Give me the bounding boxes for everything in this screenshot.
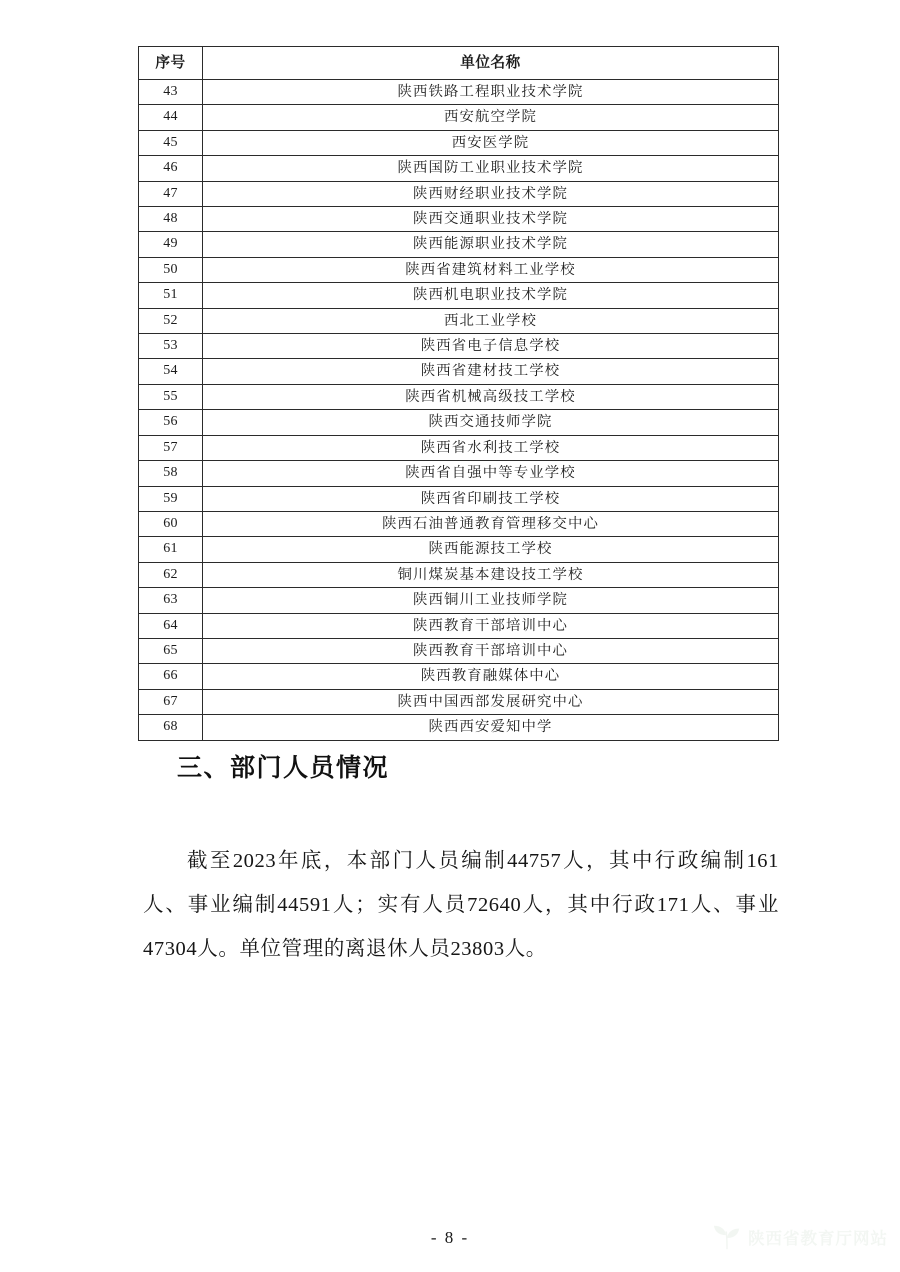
section-paragraph: 截至2023年底，本部门人员编制44757人，其中行政编制161人、事业编制44591人；实有人员72640人，其中行政171人、事业47304人。单位管理的离退休人员23803人。 bbox=[143, 849, 779, 960]
cell-index: 44 bbox=[139, 105, 203, 130]
cell-unit-name: 陕西铁路工程职业技术学院 bbox=[203, 80, 779, 105]
cell-index: 45 bbox=[139, 130, 203, 155]
table-row bbox=[139, 283, 779, 308]
table-row bbox=[139, 486, 779, 511]
cell-unit-name: 西安医学院 bbox=[203, 130, 779, 155]
table-row bbox=[139, 232, 779, 257]
table-row bbox=[139, 689, 779, 714]
cell-index: 61 bbox=[139, 537, 203, 562]
table-header-row bbox=[139, 47, 779, 80]
unit-table-container bbox=[138, 46, 778, 741]
table-row bbox=[139, 664, 779, 689]
table-row bbox=[139, 80, 779, 105]
cell-unit-name: 陕西国防工业职业技术学院 bbox=[203, 156, 779, 181]
cell-unit-name: 陕西省电子信息学校 bbox=[203, 334, 779, 359]
cell-unit-name: 陕西省自强中等专业学校 bbox=[203, 461, 779, 486]
table-row bbox=[139, 511, 779, 536]
cell-index: 53 bbox=[139, 334, 203, 359]
cell-unit-name: 陕西能源职业技术学院 bbox=[203, 232, 779, 257]
table-row bbox=[139, 105, 779, 130]
column-header-name: 单位名称 bbox=[203, 47, 779, 80]
cell-unit-name: 陕西省建筑材料工业学校 bbox=[203, 257, 779, 282]
table-row bbox=[139, 562, 779, 587]
cell-index: 60 bbox=[139, 511, 203, 536]
cell-index: 58 bbox=[139, 461, 203, 486]
cell-unit-name: 陕西铜川工业技师学院 bbox=[203, 588, 779, 613]
cell-unit-name: 陕西交通职业技术学院 bbox=[203, 207, 779, 232]
cell-unit-name: 陕西机电职业技术学院 bbox=[203, 283, 779, 308]
cell-index: 68 bbox=[139, 715, 203, 740]
cell-unit-name: 西北工业学校 bbox=[203, 308, 779, 333]
table-row bbox=[139, 257, 779, 282]
table-row bbox=[139, 359, 779, 384]
table-row bbox=[139, 715, 779, 740]
column-header-index: 序号 bbox=[139, 47, 203, 80]
cell-index: 59 bbox=[139, 486, 203, 511]
table-row bbox=[139, 384, 779, 409]
cell-unit-name: 陕西财经职业技术学院 bbox=[203, 181, 779, 206]
table-row bbox=[139, 638, 779, 663]
cell-index: 66 bbox=[139, 664, 203, 689]
cell-unit-name: 陕西省印刷技工学校 bbox=[203, 486, 779, 511]
table-row bbox=[139, 181, 779, 206]
page-number: - 8 - bbox=[430, 1228, 470, 1247]
cell-index: 63 bbox=[139, 588, 203, 613]
cell-index: 51 bbox=[139, 283, 203, 308]
table-header bbox=[139, 47, 779, 80]
cell-unit-name: 陕西教育干部培训中心 bbox=[203, 613, 779, 638]
cell-index: 49 bbox=[139, 232, 203, 257]
table-row bbox=[139, 410, 779, 435]
table-row bbox=[139, 156, 779, 181]
cell-unit-name: 陕西中国西部发展研究中心 bbox=[203, 689, 779, 714]
table-row bbox=[139, 588, 779, 613]
cell-index: 50 bbox=[139, 257, 203, 282]
table-row bbox=[139, 334, 779, 359]
cell-unit-name: 陕西交通技师学院 bbox=[203, 410, 779, 435]
cell-index: 47 bbox=[139, 181, 203, 206]
cell-index: 62 bbox=[139, 562, 203, 587]
cell-unit-name: 陕西教育干部培训中心 bbox=[203, 638, 779, 663]
cell-index: 55 bbox=[139, 384, 203, 409]
cell-unit-name: 陕西西安爱知中学 bbox=[203, 715, 779, 740]
cell-unit-name: 陕西教育融媒体中心 bbox=[203, 664, 779, 689]
table-row bbox=[139, 207, 779, 232]
cell-index: 67 bbox=[139, 689, 203, 714]
watermark-text: 陕西省教育厅网站 bbox=[748, 1229, 888, 1248]
cell-index: 64 bbox=[139, 613, 203, 638]
table-row bbox=[139, 537, 779, 562]
table-row bbox=[139, 435, 779, 460]
cell-unit-name: 铜川煤炭基本建设技工学校 bbox=[203, 562, 779, 587]
cell-unit-name: 陕西省机械高级技工学校 bbox=[203, 384, 779, 409]
table-row bbox=[139, 308, 779, 333]
cell-index: 54 bbox=[139, 359, 203, 384]
cell-unit-name: 陕西石油普通教育管理移交中心 bbox=[203, 511, 779, 536]
cell-index: 48 bbox=[139, 207, 203, 232]
section-heading: 三、部门人员情况 bbox=[177, 753, 390, 782]
cell-index: 43 bbox=[139, 80, 203, 105]
unit-table bbox=[138, 46, 779, 741]
table-body bbox=[139, 80, 779, 741]
cell-index: 56 bbox=[139, 410, 203, 435]
table-row bbox=[139, 613, 779, 638]
cell-index: 65 bbox=[139, 638, 203, 663]
cell-unit-name: 陕西省水利技工学校 bbox=[203, 435, 779, 460]
cell-index: 52 bbox=[139, 308, 203, 333]
cell-unit-name: 陕西能源技工学校 bbox=[203, 537, 779, 562]
cell-unit-name: 西安航空学院 bbox=[203, 105, 779, 130]
cell-unit-name: 陕西省建材技工学校 bbox=[203, 359, 779, 384]
cell-index: 46 bbox=[139, 156, 203, 181]
table-row bbox=[139, 130, 779, 155]
cell-index: 57 bbox=[139, 435, 203, 460]
table-row bbox=[139, 461, 779, 486]
